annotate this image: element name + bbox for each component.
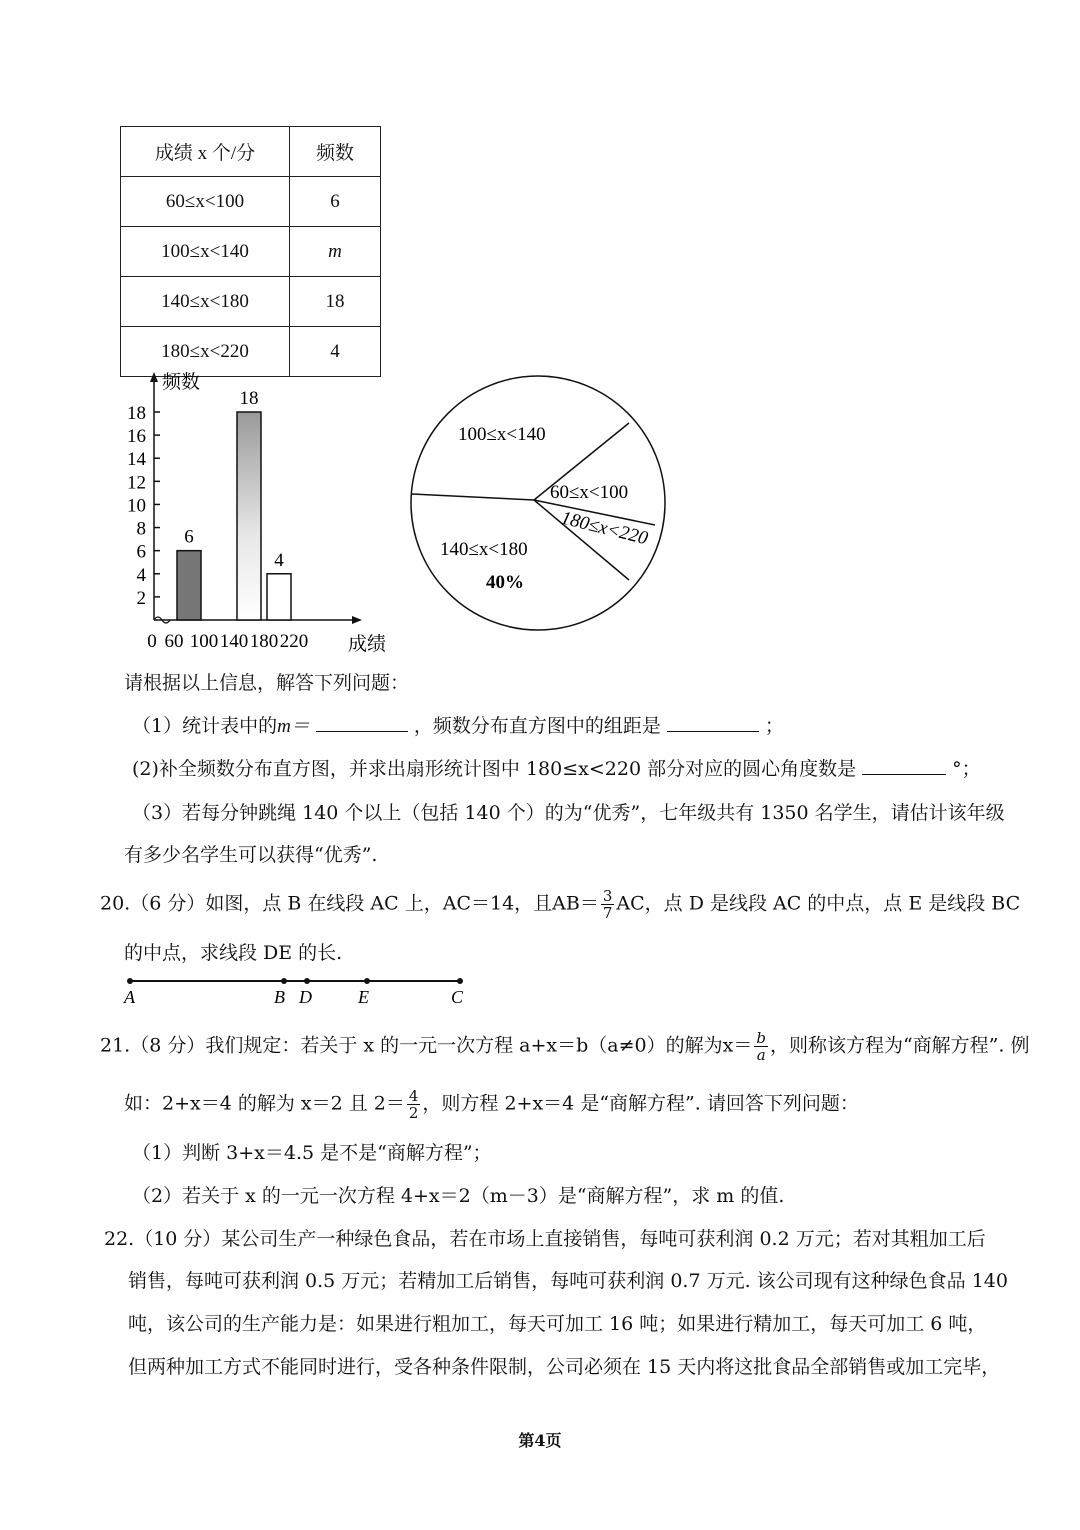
question-2 — [132, 754, 981, 781]
y-tick-label: 4 — [136, 564, 146, 586]
problem-21-q2: （2）若关于 x 的一元一次方程 4+x＝2（m－3）是“商解方程”，求 m 的值. — [132, 1185, 785, 1207]
table-cell: 100≤x<140 — [121, 227, 290, 277]
table-cell: 6 — [290, 177, 381, 227]
fraction — [754, 1030, 768, 1063]
table-row — [121, 177, 381, 227]
y-tick-label: 8 — [136, 518, 146, 540]
problem-20-line2: 的中点，求线段 DE 的长. — [124, 942, 343, 964]
table-header: 成绩 x 个/分 — [121, 127, 290, 177]
problem-21-line2 — [124, 1088, 859, 1121]
pie-slice-label: 180≤x<220 — [558, 507, 650, 550]
table-cell: 140≤x<180 — [121, 277, 290, 327]
bar-value-label: 6 — [184, 526, 194, 548]
y-tick-label: 2 — [136, 587, 146, 609]
pie-slice-label: 100≤x<140 — [458, 424, 546, 445]
q2-text: (2)补全频数分布直方图，并求出扇形统计图中 180≤x<220 部分对应的圆心角度数是 — [132, 758, 857, 780]
point-a — [127, 978, 133, 984]
table-cell: 180≤x<220 — [121, 327, 290, 377]
problem-21-q1: （1）判断 3+x＝4.5 是不是“商解方程”； — [132, 1142, 492, 1164]
point-d — [304, 978, 310, 984]
problem-21 — [100, 1030, 1029, 1063]
point-label: D — [299, 987, 312, 1007]
fraction-denominator: 2 — [408, 1104, 419, 1122]
problem-22-line1: 22.（10 分）某公司生产一种绿色食品，若在市场上直接销售，每吨可获利润 0.2 万元；若对其粗加工后 — [104, 1228, 986, 1250]
p20-text: 20.（6 分）如图，点 B 在线段 AC 上，AC＝14，且AB＝ — [100, 892, 599, 915]
x-tick-label: 140 — [219, 631, 249, 652]
question-1 — [132, 711, 784, 738]
p21-text: 21.（8 分）我们规定：若关于 x 的一元一次方程 a+x＝b（a≠0）的解为x＝ — [100, 1034, 753, 1057]
table-cell: 18 — [290, 277, 381, 327]
intro-text: 请根据以上信息，解答下列问题： — [124, 672, 410, 694]
x-axis-arrow — [352, 616, 362, 624]
fraction — [407, 1088, 421, 1121]
q1-end: ； — [764, 715, 784, 737]
pie-slice-percent: 40% — [486, 572, 524, 593]
histogram-bar — [237, 412, 261, 620]
pie-divider — [412, 494, 534, 500]
y-tick-label: 18 — [127, 403, 146, 424]
x-tick-label: 180 — [249, 631, 279, 652]
table-cell: m — [290, 227, 381, 277]
pie-chart — [400, 370, 690, 660]
table-row — [121, 277, 381, 327]
histogram-chart — [110, 368, 410, 658]
q1-text: ，频数分布直方图中的组距是 — [413, 715, 661, 737]
fraction-denominator: a — [756, 1046, 766, 1064]
p21-text: ，则称该方程为“商解方程”. 例 — [769, 1034, 1030, 1057]
y-tick-label: 12 — [127, 472, 146, 494]
y-tick-label: 6 — [136, 541, 146, 563]
y-axis-arrow — [150, 372, 158, 382]
fraction-numerator: b — [756, 1029, 766, 1047]
p21-text: ，则方程 2+x＝4 是“商解方程”. 请回答下列问题： — [422, 1092, 859, 1115]
problem-22-line3: 吨，该公司的生产能力是：如果进行粗加工，每天可加工 16 吨；如果进行精加工，每天可加工 6 吨， — [128, 1313, 987, 1335]
bar-value-label: 4 — [274, 549, 284, 571]
question-3-line1: （3）若每分钟跳绳 140 个以上（包括 140 个）的为“优秀”，七年级共有 1350 名学生，请估计该年级 — [132, 802, 1005, 824]
point-label: B — [274, 987, 285, 1007]
q1-m: m＝ — [277, 716, 310, 737]
q1-text: （1）统计表中的 — [132, 715, 278, 737]
table-cell: 4 — [290, 327, 381, 377]
table-row — [121, 227, 381, 277]
frequency-table — [120, 126, 381, 377]
problem-22-line2: 销售，每吨可获利润 0.5 万元；若精加工后销售，每吨可获利润 0.7 万元. 该公司现有这种绿色食品 140 — [128, 1270, 1008, 1292]
fraction — [601, 888, 615, 921]
problem-20 — [100, 888, 1020, 921]
bar-value-label: 18 — [239, 388, 259, 409]
q2-end: °； — [952, 758, 981, 780]
x-tick-label: 60 — [164, 631, 184, 652]
table-cell: 60≤x<100 — [121, 177, 290, 227]
fraction-numerator: 4 — [408, 1087, 419, 1105]
x-tick-label: 100 — [189, 631, 219, 652]
point-c — [457, 978, 463, 984]
point-label: E — [358, 987, 369, 1007]
fraction-numerator: 3 — [602, 887, 613, 905]
y-axis-label: 频数 — [162, 372, 201, 393]
x-axis-label: 成绩 — [348, 634, 387, 655]
table-header-row — [121, 127, 381, 177]
page-number: 第4页 — [518, 1431, 562, 1450]
answer-blank[interactable] — [316, 730, 408, 732]
p21-text: 如：2+x＝4 的解为 x＝2 且 2＝ — [124, 1092, 405, 1115]
y-tick-label: 10 — [127, 495, 146, 517]
answer-blank[interactable] — [862, 773, 946, 775]
pie-slice-label: 60≤x<100 — [550, 482, 629, 503]
answer-blank[interactable] — [667, 730, 759, 732]
point-label: A — [124, 987, 135, 1007]
histogram-bar — [267, 574, 291, 620]
histogram-bar — [177, 551, 201, 620]
table-header: 频数 — [290, 127, 381, 177]
point-e — [364, 978, 370, 984]
point-b — [281, 978, 287, 984]
question-3-line2: 有多少名学生可以获得“优秀”. — [124, 844, 378, 866]
pie-slice-label: 140≤x<180 — [440, 539, 528, 560]
p20-text: AC，点 D 是线段 AC 的中点，点 E 是线段 BC — [616, 892, 1021, 915]
point-label: C — [451, 987, 464, 1007]
y-tick-label: 14 — [127, 449, 146, 471]
fraction-denominator: 7 — [602, 904, 613, 922]
x-tick-label: 220 — [279, 631, 309, 652]
segment-figure — [118, 972, 478, 1008]
problem-22-line4: 但两种加工方式不能同时进行，受各种条件限制，公司必须在 15 天内将这批食品全部销售或加工完毕， — [128, 1356, 1001, 1378]
x-tick-label: 0 — [147, 631, 157, 652]
y-tick-label: 16 — [127, 426, 146, 448]
